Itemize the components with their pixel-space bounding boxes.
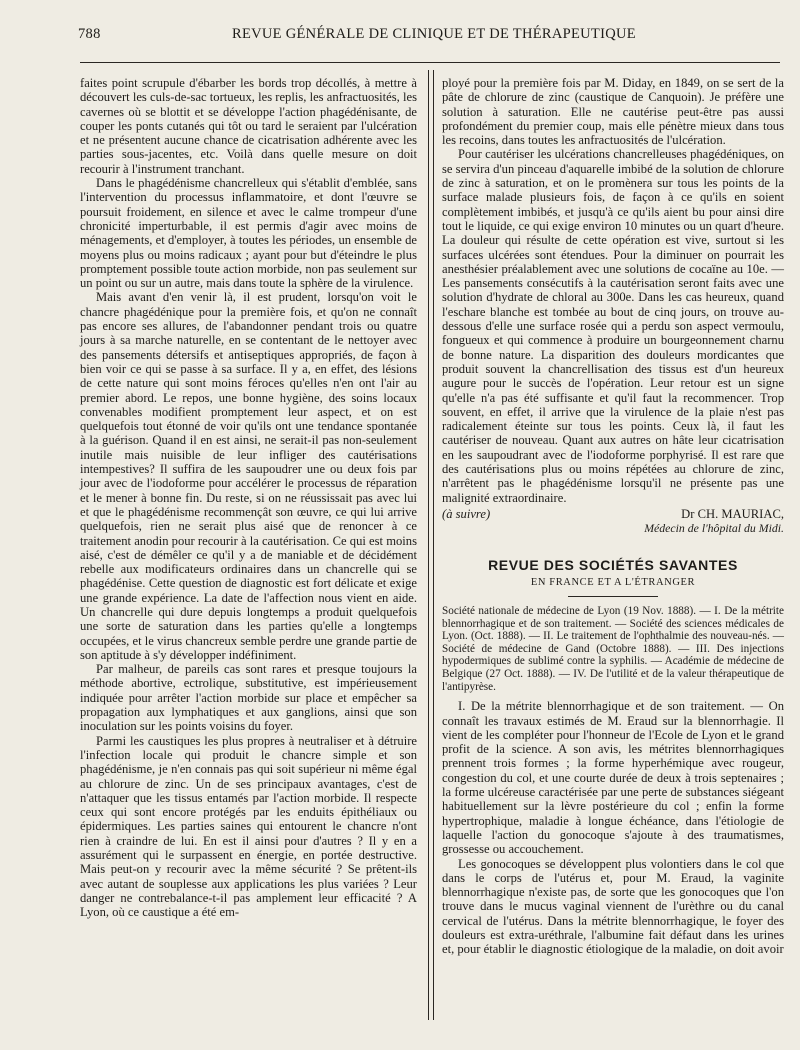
right-column [442, 76, 784, 957]
author-role: Médecin de l'hôpital du Midi. [644, 521, 784, 536]
section-subtitle: EN FRANCE ET A L'ÉTRANGER [530, 576, 696, 588]
section-rule [568, 596, 658, 597]
author-name: Dr CH. MAURIAC, [681, 506, 784, 521]
paragraph: faites point scrupule d'ébarber les bords trop décollés, à mettre à découvert les culs-de-sac tortueux, les replis, les anfractuosités, les cavernes où se blottit et se développe l'action phagédénisante, de couper les ponts cutanés qui tôt ou tard le seraient par l'ulcération et ne présentent aucune chance de cicatrisation adhérente avec les parties sous-jacentes, etc. Voilà dans quelle mesure on doit recourir à l'instrument tranchant. [80, 76, 417, 176]
running-title: REVUE GÉNÉRALE DE CLINIQUE ET DE THÉRAPEUTIQUE [232, 26, 636, 42]
section-title: REVUE DES SOCIÉTÉS SAVANTES [488, 556, 738, 573]
paragraph: Par malheur, de pareils cas sont rares et presque toujours la méthode abortive, ectrolique, substitutive, est impérieusement indiquée pour arrêter l'action morbide sur place et empêcher sa propagation aux lymphatiques et aux ganglions, ainsi que son inoculation sur les points voisins du foyer. [80, 662, 417, 734]
paragraph: Parmi les caustiques les plus propres à neutraliser et à détruire l'infection locale qui produit le chancre simple et son phagédénisme, je n'en connais pas qui soit supérieur ni même égal au chlorure de zinc. Un de ses principaux avantages, c'est de n'attaquer que les tissus entamés par l'action morbide. Il respecte ceux qui sont encore protégés par les enduits épithéliaux ou épidermiques. Les parties saines qui entourent le chancre n'ont rien à craindre de lui. En est il ainsi pour d'autres ? Il y en a assurément qui le surpassent en énergie, en portée destructive. Mais peut-on y recourir avec la même sécurité ? Se prêtent-ils avec autant de souplesse aux applications les plus variées ? Leur danger ne contrebalance-t-il pas amplement leur efficacité ? A Lyon, où ce caustique a été em- [80, 733, 417, 920]
paragraph: ployé pour la première fois par M. Diday, en 1849, on se sert de la pâte de chlorure de zinc (caustique de Canquoin). Je préfère une solution à saturation. Elle ne cautérise peut-être pas aussi profondément du premier coup, mais elle pénètre mieux dans tous les recoins, dans toutes les anfractuosités de l'ulcération. [442, 76, 784, 148]
page-header [0, 22, 800, 52]
paragraph: Pour cautériser les ulcérations chancrelleuses phagédéniques, on se servira d'un pinceau d'aquarelle imbibé de la solution de chlorure de zinc à saturation, et on le promènera sur tous les points de la surface malade plusieurs fois, de façon à ce qu'ils en soient complètement imbibés, et jusqu'à ce qu'ils aient bu pour ainsi dire tout le liquide, ce qui exige environ 10 minutes ou un quart d'heure. La douleur qui résulte de cette opération est vive, surtout si les surfaces ulcérées sont étendues. Pour la diminuer on pourrait les anesthésier préalablement avec une solutions de cocaïne au 10e. — Les pansements consécutifs à la cautérisation seront faits avec une solution d'hydrate de chloral au 300e. Dans les cas heureux, quand l'eschare blanche est tombée au bout de cinq jours, on trouve au-dessous d'elle une surface rosée qui a perdu son aspect vermoulu, fongueux et qui commence à produire un bourgeonnement charnu de bonne nature. La disparition des douleurs mordicantes que produit souvent la chancrellisation des tissus est d'un heureux augure pour le succès de l'opération. Leur retour est un signe qu'elle n'a pas été suffisante et qu'il faut la recommencer. Trop souvent, en effet, il arrive que la virulence de la plaie n'est pas radicalement éteinte sur tous les points. Ceux là, il faut les cautériser de nouveau. Quant aux autres on hâte leur cicatrisation en les saupoudrant avec de l'iodoforme porphyrisé. Il est rare que des cautérisations plus ou moins répétées au chlorure de zinc, n'arrêtent pas le phagédénisme lorsqu'il ne présente pas une malignité extraordinaire. [442, 147, 784, 505]
column-separator [428, 70, 434, 1020]
page-number: 788 [78, 26, 101, 42]
section-summary: Société nationale de médecine de Lyon (19 Nov. 1888). — I. De la métrite blennorrhagique et de son traitement. — Société des sciences médicales de Lyon. (Oct. 1888). — II. Le traitement de l'ophthalmie des nouveau-nés. — Société de médecine de Gand (Octobre 1888). — III. Des injections hypodermiques de sublimé contre la syphilis. — Académie de médecine de Belgique (27 Oct. 1888). — IV. De l'utilité et de la valeur thérapeutique de l'antipyrèse. [442, 605, 784, 693]
paragraph: I. De la métrite blennorrhagique et de son traitement. — On connaît les travaux estimés de M. Eraud sur la blennorrhagie. Il vient de les compléter pour l'honneur de l'Ecole de Lyon et le grand profit de la science. A son avis, les métrites blennorrhagiques prennent trois formes ; la forme hyperhémique avec rougeur, congestion du col, et une courte durée de deux à trois septenaires ; la forme ulcéreuse caractérisée par une perte de substances siégeant habituellement sur la lèvre postérieure du col ; enfin la forme hypertrophique, maladie à longue échéance, dans l'étiologie de laquelle l'action du gonocoque s'ajoute à des traumatismes, grossesse ou accouchement. [442, 699, 784, 857]
paragraph: Dans le phagédénisme chancrelleux qui s'établit d'emblée, sans l'intervention du processus inflammatoire, et dont l'œuvre se poursuit froidement, en silence et avec le calme trompeur d'une chronicité imperturbable, il est permis d'agir avec moins de ménagements, et d'employer, à toutes les périodes, un ensemble de moyens plus ou moins radicaux ; ayant pour but d'éteindre le plus promptement possible toute action morbide, non pas seulement sur un point ou sur un autre, mais dans toute la sphère de la virulence. [80, 176, 417, 291]
paragraph: Mais avant d'en venir là, il est prudent, lorsqu'on voit le chancre phagédénique pour la première fois, et qu'on ne connaît pas encore ses allures, de l'abandonner pendant trois ou quatre jours à sa marche naturelle, en se contentant de le nettoyer avec des pansements détersifs et antiseptiques appropriés, de façon à bien voir ce qui se passe à sa surface. Il y a, en effet, des lésions de cette nature qui sont moins féroces qu'elles n'en ont l'air au premier abord. Le repos, une bonne hygiène, des soins locaux convenables modifient promptement leur aspect, et on est quelquefois tout étonné de voir qu'ils ont une tendance spontanée à la guérison. Quand il en est ainsi, ne serait-il pas non-seulement inutile mais nuisible de leur infliger des cautérisations intempestives? Il suffira de les saupoudrer une ou deux fois par jour avec de l'iodoforme pour accélérer le processus de réparation et le mener à bonne fin. Du reste, si on ne réussissait pas avec lui et que le phagédénisme recommençât son œuvre, ce qui lui arrive quelquefois, rien ne serait plus aisé que de renoncer à ce traitement anodin pour recourir à la cautérisation. Ce qui est moins aisé, c'est de démêler ce qu'il y a de maniable et de décidément rebelle aux modificateurs ordinaires dans un chancrelle qui se phagédénise. Cette question de diagnostic est fort délicate et exige une grande expérience. La date de l'affection nous vient en aide. Un chancrelle qui dure depuis longtemps a produit quelquefois une sorte de saturation dans les parties qu'elle a longtemps occupées, et le virus chancreux semble perdre une grande partie de son aptitude à s'y développer indéfiniment. [80, 290, 417, 662]
article-signature [442, 507, 784, 521]
left-column [80, 76, 417, 920]
continuation-note: (à suivre) [442, 506, 491, 521]
paragraph: Les gonocoques se développent plus volontiers dans le col que dans le corps de l'utérus et, pour M. Eraud, la vaginite blennorrhagique n'existe pas, de sorte que les gonocoques que l'on trouve dans le mucus vaginal viennent de l'urèthre ou du canal cervical de l'utérus. Dans la métrite blennorrhagique, le foyer des douleurs est extra-uréthrale, l'albumine fait défaut dans les urines et, pour établir le diagnostic étiologique de la maladie, on doit avoir [442, 856, 784, 957]
header-rule [80, 62, 780, 63]
